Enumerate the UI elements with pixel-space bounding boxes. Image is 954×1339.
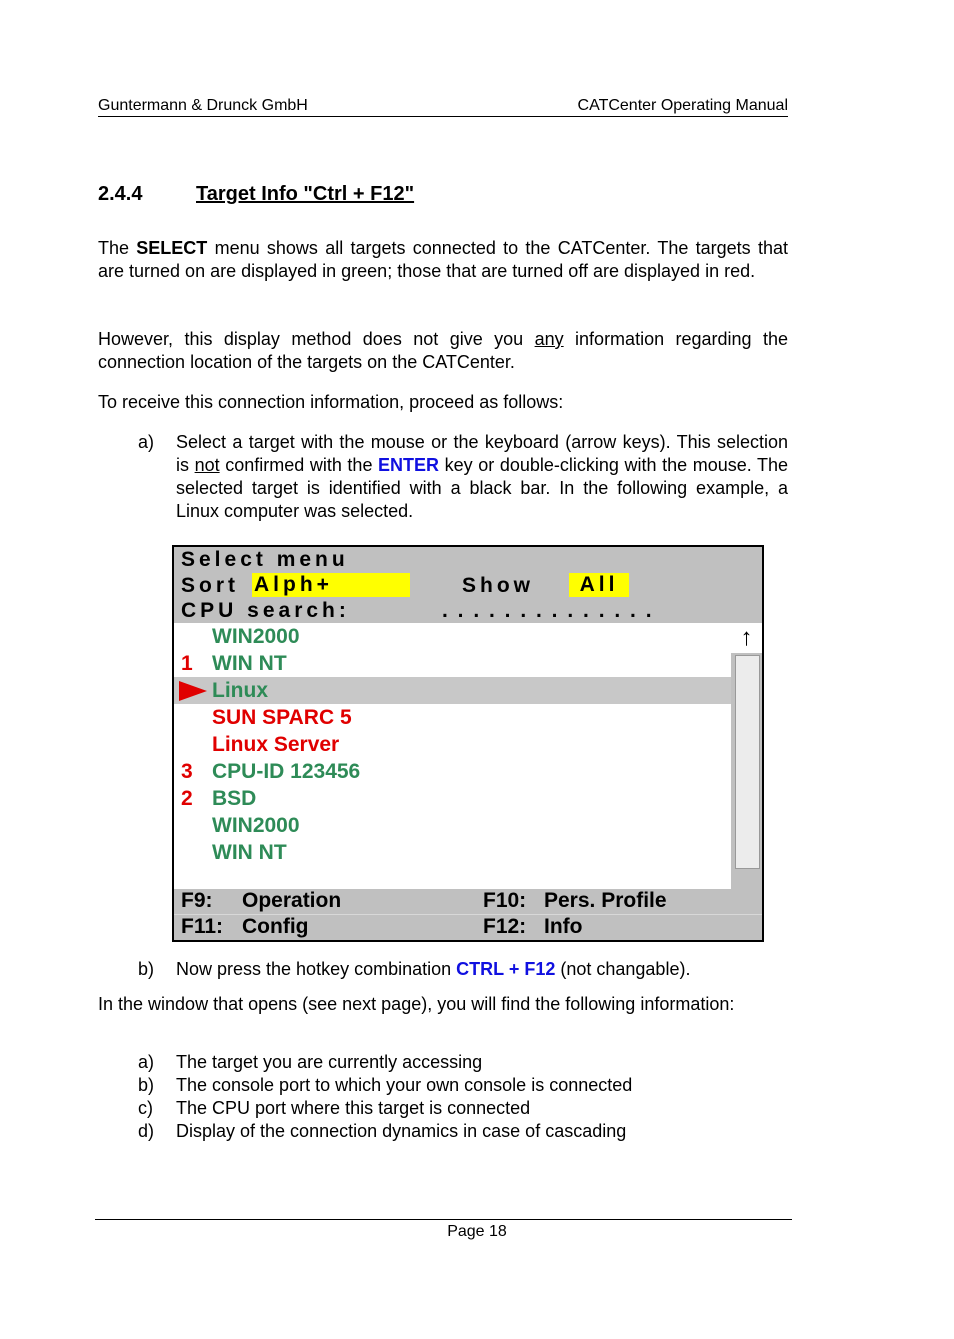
target-row[interactable]: [174, 812, 731, 839]
header-company: Guntermann & Drunck GmbH: [98, 97, 308, 114]
para2-underlined: any: [534, 329, 564, 349]
target-number: 3: [181, 760, 193, 783]
step-a-t2: confirmed with the: [219, 455, 379, 475]
paragraph-window-info: In the window that opens (see next page), you will find the following information:: [98, 994, 735, 1014]
para2-pre: However, this display method does not give you: [98, 329, 535, 349]
target-name: Linux Server: [212, 733, 340, 756]
select-menu-title-bar: [174, 547, 762, 571]
cpu-search-bar: [174, 598, 762, 622]
show-label: Show: [462, 574, 534, 597]
step-a-t1: Select a target with the mouse or the keyboard (arrow keys). This selection is: [176, 432, 788, 475]
target-number: 1: [181, 652, 193, 675]
cpu-search-input[interactable]: . . . . . . . . . . . . . .: [442, 599, 654, 622]
select-menu-title: Select menu: [181, 548, 349, 571]
sort-label: Sort: [181, 574, 239, 597]
select-menu-screen: [172, 545, 764, 942]
selection-arrow-icon: [179, 681, 207, 701]
target-name: BSD: [212, 787, 257, 810]
f11-key[interactable]: F11:: [181, 915, 224, 938]
section-number: 2.4.4: [98, 183, 143, 205]
target-list: [174, 623, 731, 889]
target-name: CPU-ID 123456: [212, 760, 361, 783]
step-a-t3: key or double-clicking with the mouse. The selected target is identified with a black bar. In the following example, a Linux computer was selected.: [176, 455, 789, 521]
step-a-underlined: not: [194, 455, 220, 475]
step-b: [0, 958, 954, 982]
info-list-label: a): [138, 1052, 155, 1072]
target-name: SUN SPARC 5: [212, 706, 352, 729]
target-name: WIN NT: [212, 841, 287, 864]
step-a-label: a): [138, 432, 155, 452]
target-row[interactable]: [174, 623, 731, 650]
info-list-text: The console port to which your own console is connected: [176, 1075, 633, 1095]
target-row[interactable]: [174, 839, 731, 866]
step-b-post: (not changable).: [555, 959, 691, 979]
enter-key-label: ENTER: [378, 455, 440, 475]
header-manual-title: CATCenter Operating Manual: [577, 97, 788, 114]
step-b-pre: Now press the hotkey combination: [176, 959, 457, 979]
para1-pre: The: [98, 238, 137, 258]
step-b-label: b): [138, 959, 155, 979]
info-list-item: [0, 1074, 954, 1097]
target-name: WIN NT: [212, 652, 287, 675]
info-list-item: [0, 1051, 954, 1074]
scrollbar-thumb[interactable]: [735, 655, 760, 869]
para1-post: menu shows all targets connected to the CATCenter. The targets that are turned on are displayed in green; those that are turned off are displayed in red.: [98, 238, 788, 281]
sort-value[interactable]: Alph+: [252, 573, 410, 597]
target-row[interactable]: [174, 758, 731, 785]
page-header: [98, 97, 788, 117]
target-number: 2: [181, 787, 193, 810]
target-name: WIN2000: [212, 625, 300, 648]
target-row[interactable]: [174, 677, 731, 704]
f9-label[interactable]: Operation: [242, 889, 342, 912]
f10-label[interactable]: Pers. Profile: [544, 889, 667, 912]
target-name: WIN2000: [212, 814, 300, 837]
step-b-text: [176, 958, 788, 981]
show-value[interactable]: All: [569, 573, 629, 597]
section-heading: [98, 183, 414, 206]
paragraph-select-menu: [98, 237, 788, 283]
page-number: Page 18: [447, 1223, 507, 1240]
f12-label[interactable]: Info: [544, 915, 583, 938]
f11-label[interactable]: Config: [242, 915, 309, 938]
target-row[interactable]: [174, 704, 731, 731]
section-title: Target Info "Ctrl + F12": [196, 183, 415, 205]
sort-show-bar: [174, 573, 762, 597]
f12-key[interactable]: F12:: [483, 915, 527, 938]
target-name: Linux: [212, 679, 268, 702]
paragraph-display-method: [98, 328, 788, 374]
cpu-search-label: CPU search:: [181, 599, 350, 622]
hotkey-label: CTRL + F12: [456, 959, 556, 979]
info-list-text: The CPU port where this target is connected: [176, 1098, 531, 1118]
info-list-label: d): [138, 1121, 155, 1141]
info-list-label: b): [138, 1075, 155, 1095]
scroll-up-arrow-icon[interactable]: ↑: [731, 623, 762, 653]
step-a-text: [176, 431, 788, 523]
target-row[interactable]: [174, 731, 731, 758]
paragraph-proceed: To receive this connection information, proceed as follows:: [98, 392, 564, 412]
target-row[interactable]: [174, 785, 731, 812]
info-list-text: The target you are currently accessing: [176, 1052, 483, 1072]
scrollbar[interactable]: [731, 623, 762, 889]
info-list-item: [0, 1097, 954, 1120]
info-list-text: Display of the connection dynamics in case of cascading: [176, 1121, 627, 1141]
target-row[interactable]: [174, 650, 731, 677]
step-a: [0, 431, 954, 527]
f10-key[interactable]: F10:: [483, 889, 527, 912]
para1-bold: SELECT: [136, 238, 208, 258]
para2-post: information regarding the connection location of the targets on the CATCenter.: [98, 329, 789, 372]
f9-key[interactable]: F9:: [181, 889, 213, 912]
footer-rule: [95, 1219, 792, 1220]
info-list-item: [0, 1120, 954, 1143]
info-list-label: c): [138, 1098, 153, 1118]
